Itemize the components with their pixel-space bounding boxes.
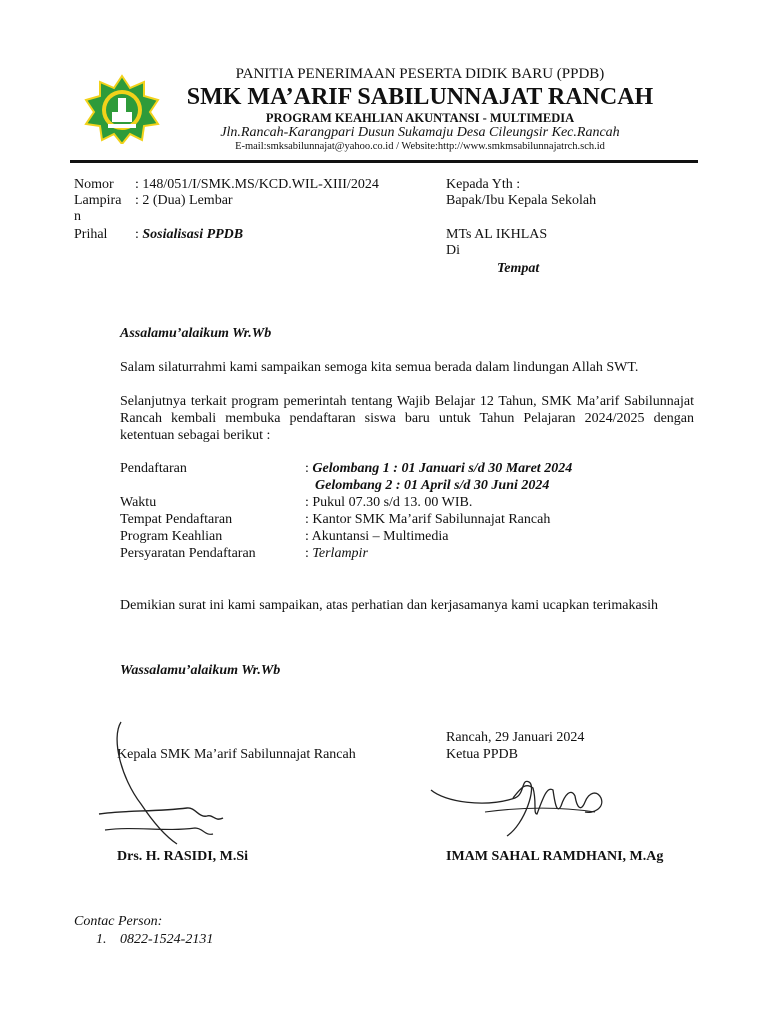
nomor-value: : 148/051/I/SMK.MS/KCD.WIL-XIII/2024 xyxy=(135,177,379,192)
persyaratan-value xyxy=(305,546,368,562)
gelombang-1 xyxy=(305,461,572,477)
contact-item-number: 1. xyxy=(96,932,107,947)
tempat-value: : Kantor SMK Ma’arif Sabilunnajat Rancah xyxy=(305,512,551,527)
lampiran-label-wrap: n xyxy=(74,209,81,224)
letterhead-address: Jln.Rancah-Karangpari Dusun Sukamaju Desa Cileungsir Kec.Rancah xyxy=(220,125,620,140)
persyaratan-text: Terlampir xyxy=(312,546,368,561)
paragraph-2: Selanjutnya terkait program pemerintah tentang Wajib Belajar 12 Tahun, SMK Ma’arif Sabilunnajat Rancah kembali membuka pendaftaran siswa baru untuk Tahun Pelajaran 2024/2025 dengan ketentuan sebagai berikut : xyxy=(120,394,694,443)
farewell: Wassalamu’alaikum Wr.Wb xyxy=(120,663,281,678)
program-label: Program Keahlian xyxy=(120,529,223,544)
waktu-label: Waktu xyxy=(120,495,157,510)
prihal-value xyxy=(135,227,243,243)
place-date: Rancah, 29 Januari 2024 xyxy=(446,730,585,745)
letterhead-divider xyxy=(70,160,698,163)
lampiran-label: Lampira xyxy=(74,193,122,208)
gelombang-2: Gelombang 2 : 01 April s/d 30 Juni 2024 xyxy=(315,478,550,493)
letterhead-contact: E-mail:smksabilunnajat@yahoo.co.id / Website:http://www.smkmsabilunnajatrch.sch.id xyxy=(235,141,605,152)
right-signatory-title: Ketua PPDB xyxy=(446,747,518,762)
letterhead-committee: PANITIA PENERIMAAN PESERTA DIDIK BARU (PPDB) xyxy=(235,66,605,82)
closing-paragraph: Demikian surat ini kami sampaikan, atas perhatian dan kerjasamanya kami ucapkan terimakasih xyxy=(120,598,659,613)
paragraph-1: Salam silaturrahmi kami sampaikan semoga kita semua berada dalam lindungan Allah SWT. xyxy=(120,360,639,375)
nomor-label: Nomor xyxy=(74,177,114,192)
prihal-label: Prihal xyxy=(74,227,108,242)
recipient-place: Tempat xyxy=(497,261,540,276)
tempat-label: Tempat Pendaftaran xyxy=(120,512,233,527)
lampiran-value: : 2 (Dua) Lembar xyxy=(135,193,233,208)
contact-phone: 0822-1524-2131 xyxy=(120,932,214,947)
prihal-subject: Sosialisasi PPDB xyxy=(142,227,244,242)
waktu-value: : Pukul 07.30 s/d 13. 00 WIB. xyxy=(305,495,473,510)
pendaftaran-label: Pendaftaran xyxy=(120,461,187,476)
contact-label: Contac Person: xyxy=(74,914,163,929)
recipient-line2: MTs AL IKHLAS xyxy=(446,227,548,242)
left-signatory-name: Drs. H. RASIDI, M.Si xyxy=(117,849,249,864)
program-value: : Akuntansi – Multimedia xyxy=(305,529,449,544)
gelombang-1-text: Gelombang 1 : 01 Januari s/d 30 Maret 2024 xyxy=(312,461,573,476)
letterhead-school-name: SMK MA’ARIF SABILUNNAJAT RANCAH xyxy=(186,84,654,110)
gelombang-1-colon: : xyxy=(305,461,313,476)
right-signatory-name: IMAM SAHAL RAMDHANI, M.Ag xyxy=(446,849,664,864)
school-logo-icon xyxy=(84,74,160,144)
recipient-to: Kepada Yth : xyxy=(446,177,521,192)
greeting: Assalamu’alaikum Wr.Wb xyxy=(120,326,272,341)
left-signature-icon xyxy=(95,718,245,848)
left-signatory-title: Kepala SMK Ma’arif Sabilunnajat Rancah xyxy=(117,747,356,762)
prihal-colon: : xyxy=(135,227,143,242)
right-signature-icon xyxy=(425,768,615,838)
persyaratan-label: Persyaratan Pendaftaran xyxy=(120,546,256,561)
persyaratan-colon: : xyxy=(305,546,313,561)
letterhead-program: PROGRAM KEAHLIAN AKUNTANSI - MULTIMEDIA xyxy=(265,111,575,125)
recipient-di: Di xyxy=(446,243,460,258)
recipient-line1: Bapak/Ibu Kepala Sekolah xyxy=(446,193,597,208)
